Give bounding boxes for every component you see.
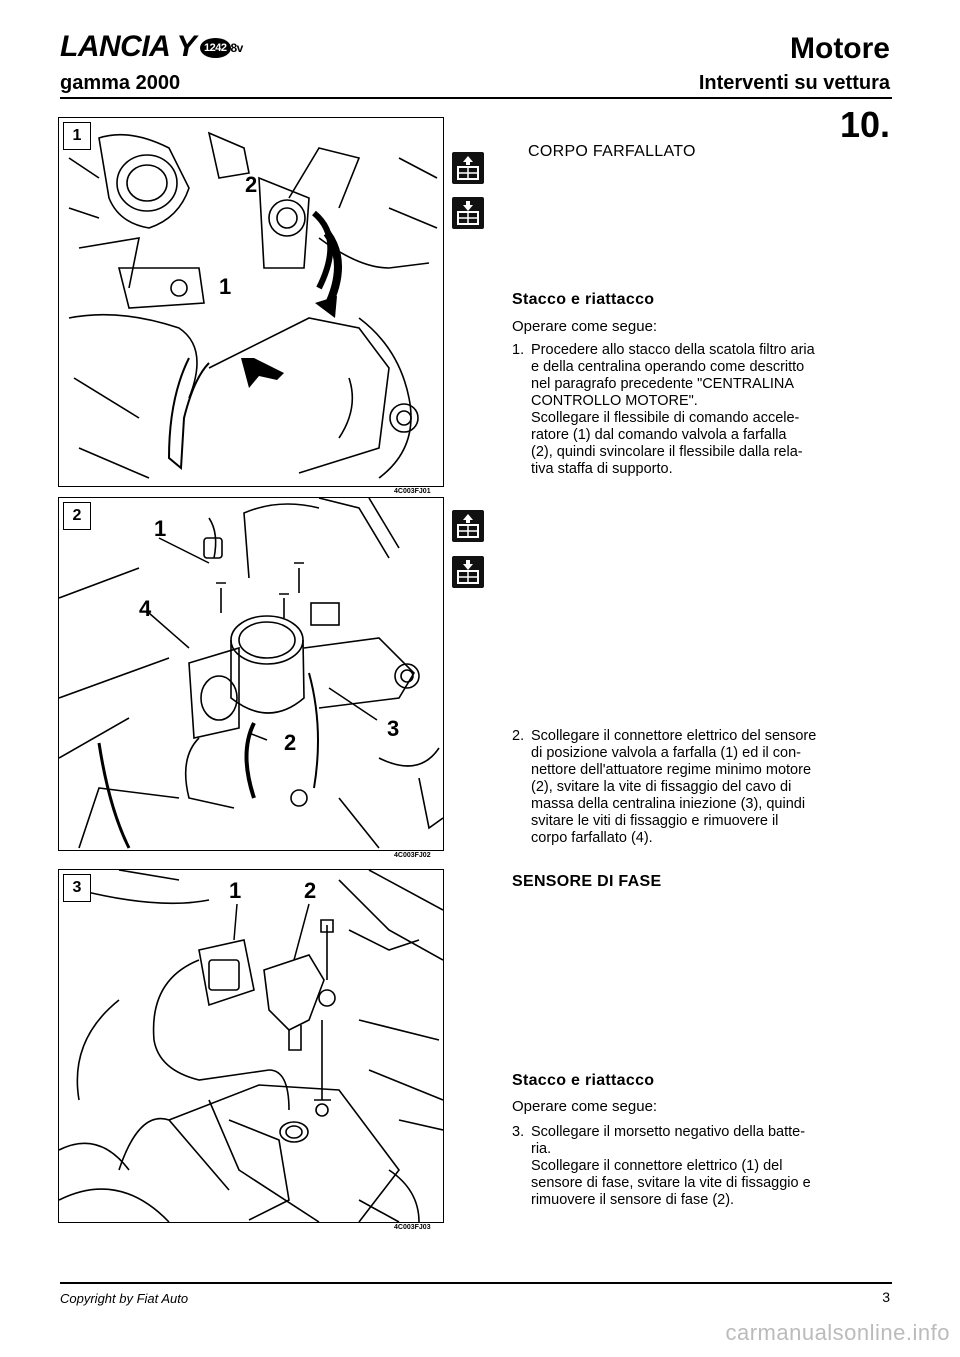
engine-badge: 1242 [200,38,230,58]
step-line: ria. [531,1141,552,1157]
step-line: CONTROLLO MOTORE". [531,393,698,409]
figure-code: 4C003FJ03 [394,1224,431,1231]
step-line: sensore di fase, svitare la vite di fissaggio e [531,1175,811,1191]
brand-title: LANCIA Y 1242 8v [60,30,243,63]
subsection-title: Interventi su vettura [698,72,890,94]
step-line: Scollegare il connettore elettrico (1) del [531,1158,783,1174]
step-line: Procedere allo stacco della scatola filtro aria [531,342,815,358]
figure-code: 4C003FJ02 [394,852,431,859]
subheading: Stacco e riattacco [512,1072,655,1089]
step-line: e della centralina operando come descritto [531,359,805,375]
refit-icon [452,197,484,229]
step-2 [512,728,896,847]
figure-1 [58,117,444,487]
figure-number: 3 [63,874,91,902]
step-line: tiva staffa di supporto. [531,461,673,477]
rotation-arrow-icon [315,296,337,318]
figure-number: 2 [63,502,91,530]
step-number: 3. [512,1124,525,1140]
remove-icon [452,152,484,184]
step-line: di posizione valvola a farfalla (1) ed il con- [531,745,801,761]
refit-icon [452,556,484,588]
callout-label: 2 [284,730,297,755]
step-line: (2), quindi svincolare il flessibile dalla rela- [531,444,803,460]
header-divider [60,97,892,99]
intro-text: Operare come segue: [512,318,658,335]
figure-2-drawing [59,498,443,850]
figure-1-drawing [59,118,443,486]
step-line: (2), svitare la vite di fissaggio del cavo di [531,779,792,795]
callout-label: 2 [245,172,258,197]
step-number: 1. [512,342,525,358]
step-line: nettore dell'attuatore regime minimo motore [531,762,812,778]
section-title: Motore [790,32,890,65]
step-line: Scollegare il flessibile di comando accele- [531,410,800,426]
section-heading: SENSORE DI FASE [512,873,662,890]
callout-label: 1 [219,274,232,299]
step-line: ratore (1) dal comando valvola a farfalla [531,427,787,443]
step-1 [512,342,896,478]
subheading: Stacco e riattacco [512,291,655,308]
figure-3 [58,869,444,1223]
step-line: massa della centralina iniezione (3), quindi [531,796,806,812]
page-number: 3 [882,1289,890,1305]
callout-label: 1 [229,878,242,903]
intro-text: Operare come segue: [512,1098,658,1115]
callout-label: 1 [154,516,167,541]
remove-icon [452,510,484,542]
figure-code: 4C003FJ01 [394,488,431,495]
figure-2 [58,497,444,851]
step-line: Scollegare il morsetto negativo della batte- [531,1124,806,1140]
step-line: Scollegare il connettore elettrico del sensore [531,728,817,744]
model-range: gamma 2000 [60,72,181,94]
figure-number: 1 [63,122,91,150]
callout-label: 3 [387,716,400,741]
step-line: svitare le viti di fissaggio e rimuovere il [531,813,779,829]
callout-label: 4 [139,596,152,621]
step-number: 2. [512,728,525,744]
step-line: rimuovere il sensore di fase (2). [531,1192,735,1208]
section-heading: CORPO FARFALLATO [528,143,696,160]
step-line: corpo farfallato (4). [531,830,653,846]
copyright-text: Copyright by Fiat Auto [60,1291,189,1306]
engine-badge-suffix: 8v [230,41,243,56]
step-line: nel paragrafo precedente "CENTRALINA [531,376,795,392]
step-3 [512,1124,896,1209]
arrow-icon [241,358,284,388]
page-section-number: 10. [839,104,890,145]
watermark: carmanualsonline.info [725,1320,950,1345]
footer-divider [60,1282,892,1284]
callout-label: 2 [304,878,317,903]
figure-3-drawing [59,870,443,1222]
